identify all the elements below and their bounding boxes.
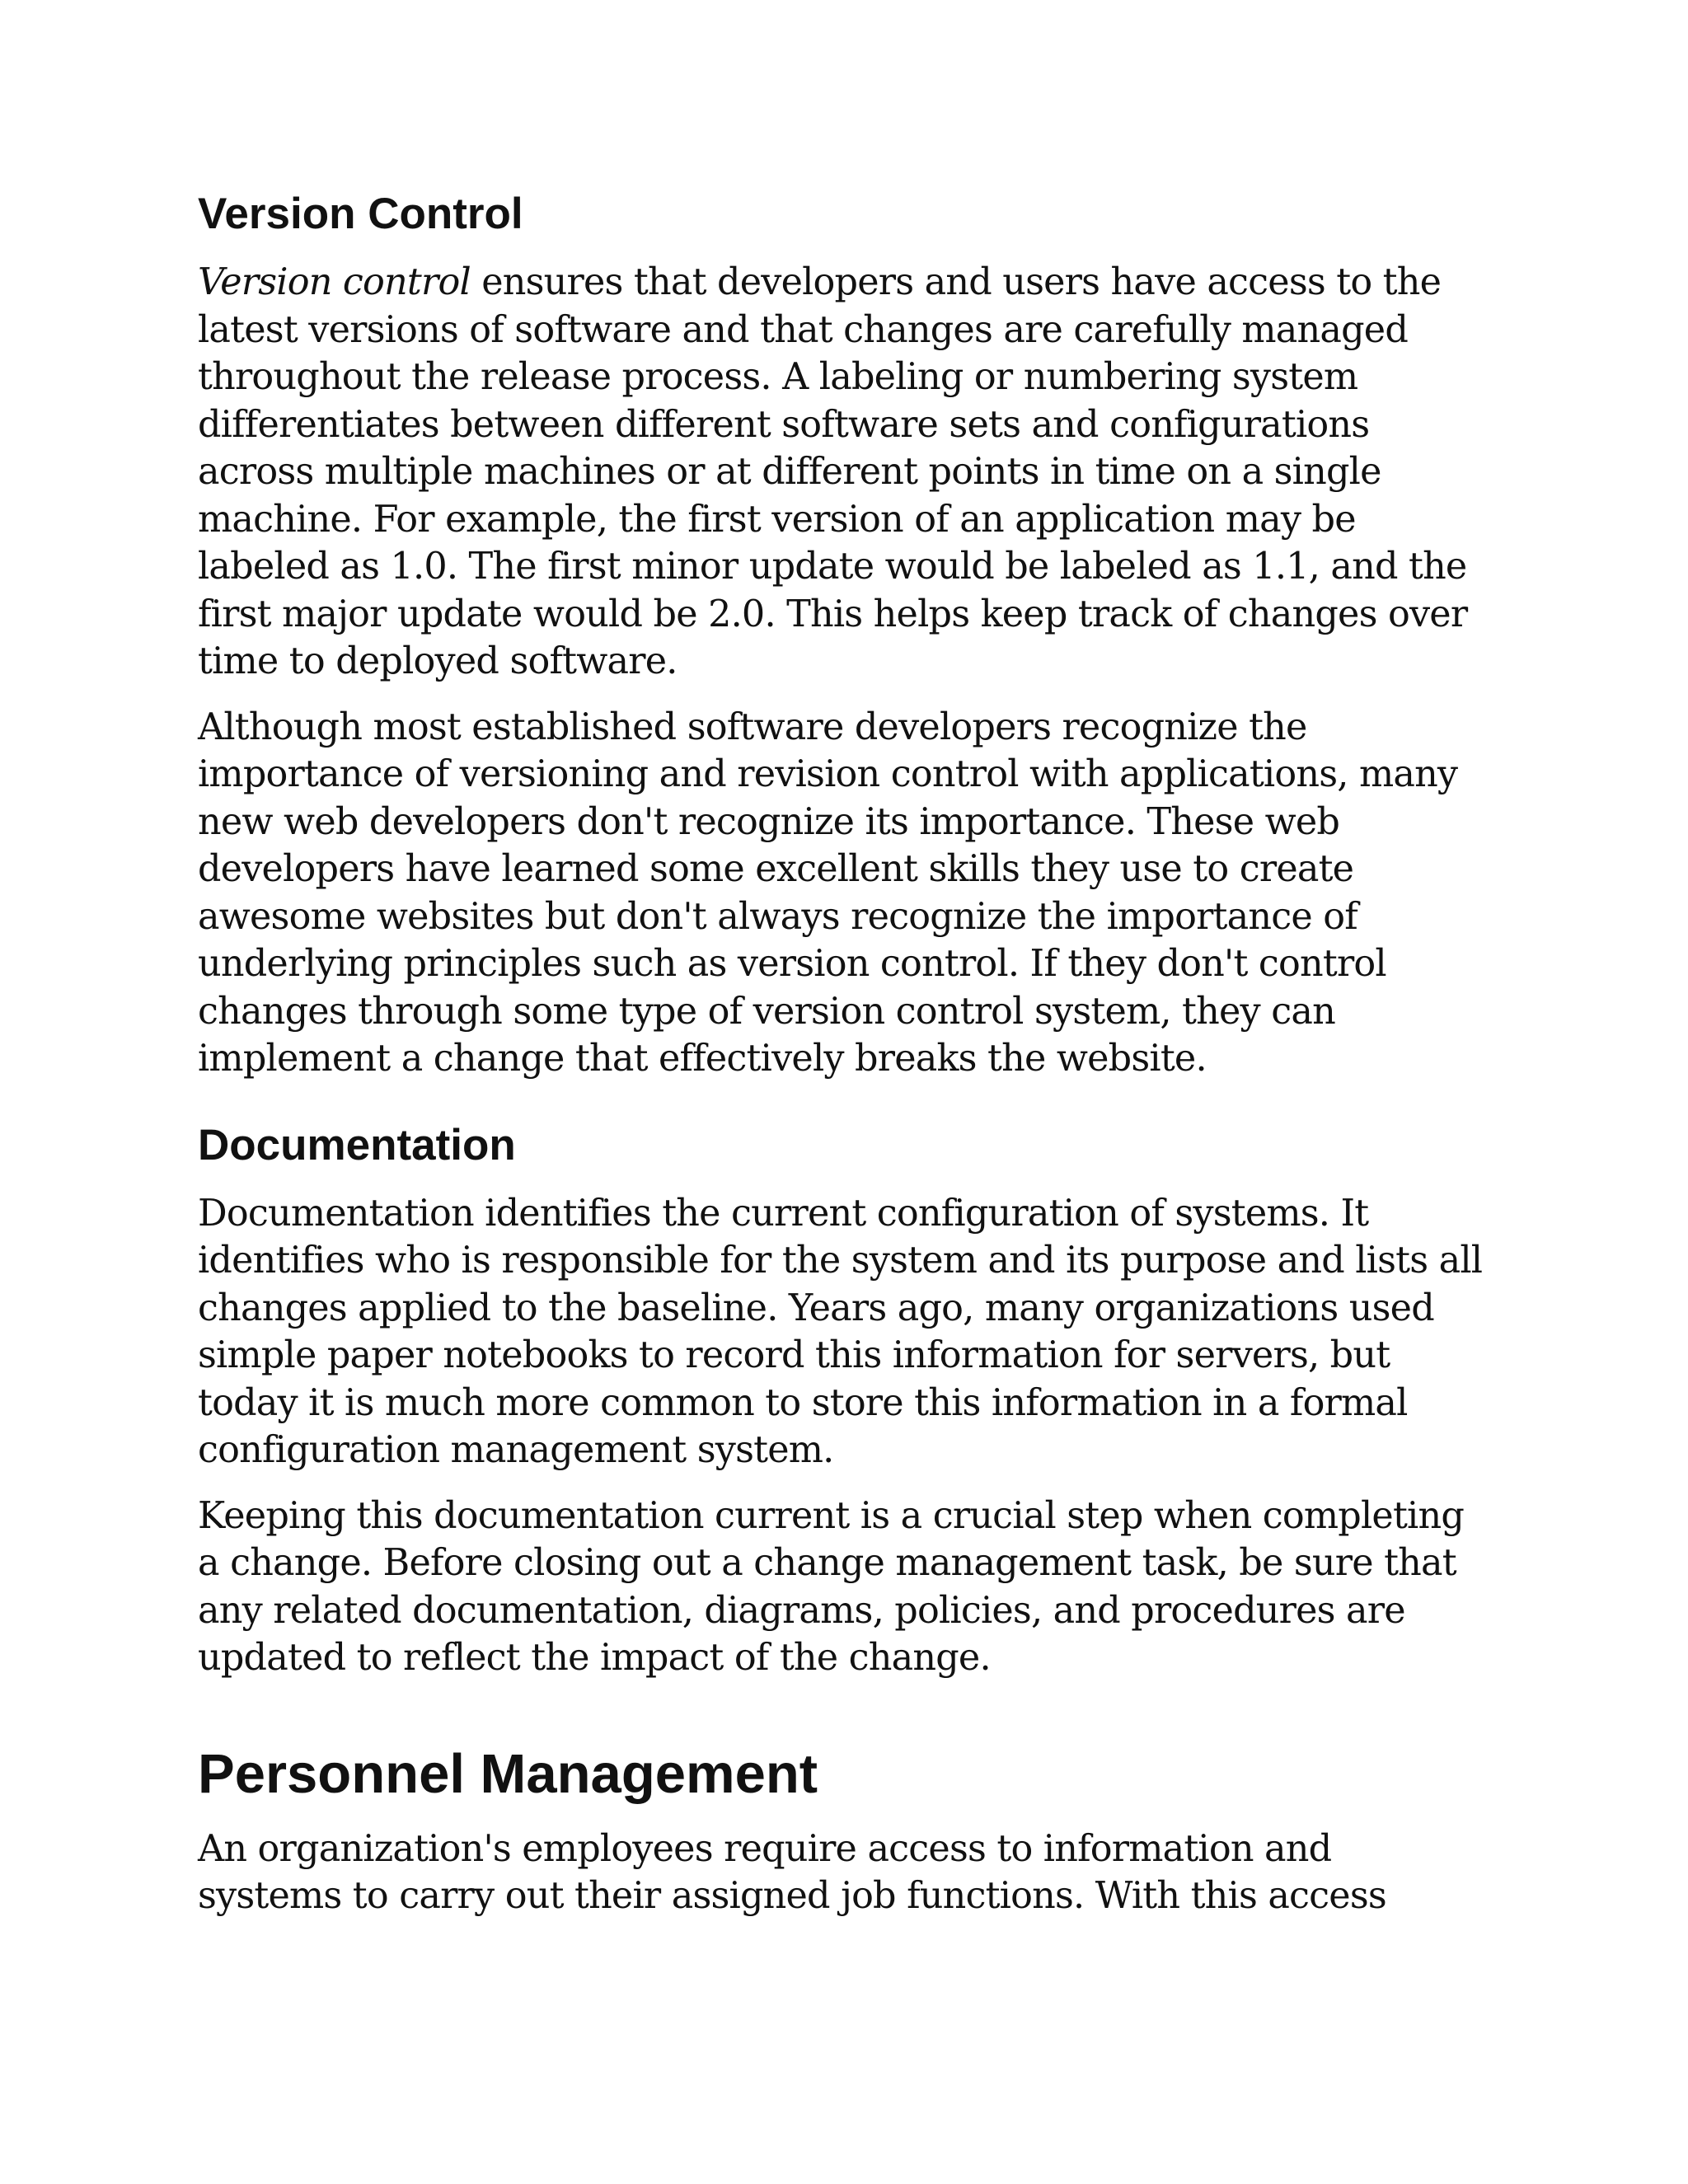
paragraph-documentation-current: Keeping this documentation current is a crucial step when completing a change. Before closing out a change management task, be sure that any related documentation, diagrams, policies, and procedures are updated to reflect the impact of the change. (198, 1494, 1465, 1679)
paragraph-spacer (198, 1474, 1484, 1493)
section-heading-documentation: Documentation (198, 1120, 516, 1169)
paragraph-version-control-intro (198, 259, 1484, 686)
emphasis-version-control: Version control (198, 261, 471, 303)
section-spacer (198, 1083, 1484, 1119)
section-heading-personnel-management: Personnel Management (198, 1742, 818, 1805)
paragraph-version-control-developers: Although most established software developers recognize the importance of versioning and revision control with applications, many new web developers don't recognize its importance. These web developers have learned some excellent skills they use to create awesome websites but don't always recognize the importance of underlying principles such as version control. If they don't control changes through some type of version control system, they can implement a change that effectively breaks the website. (198, 705, 1458, 1080)
paragraph-text: ensures that developers and users have access to the latest versions of software and that changes are carefully managed throughout the release process. A labeling or numbering system differentiates between different software sets and configurations across multiple machines or at different points in time on a single machine. For example, the first version of an application may be labeled as 1.0. The first minor update would be labeled as 1.1, and the first major update would be 2.0. This helps keep track of changes over time to deployed software. (198, 261, 1468, 682)
paragraph-spacer (198, 686, 1484, 704)
paragraph-documentation-intro: Documentation identifies the current configuration of systems. It identifies who is responsible for the system and its purpose and lists all changes applied to the baseline. Years ago, many organizations used simple paper notebooks to record this information for servers, but today it is much more common to store this information in a formal configuration management system. (198, 1192, 1483, 1471)
section-heading-version-control: Version Control (198, 190, 523, 238)
paragraph-personnel-intro: An organization's employees require access to information and systems to carry out their assigned job functions. With this access (198, 1827, 1386, 1917)
section-spacer (198, 1682, 1484, 1741)
document-content (198, 188, 1484, 1920)
